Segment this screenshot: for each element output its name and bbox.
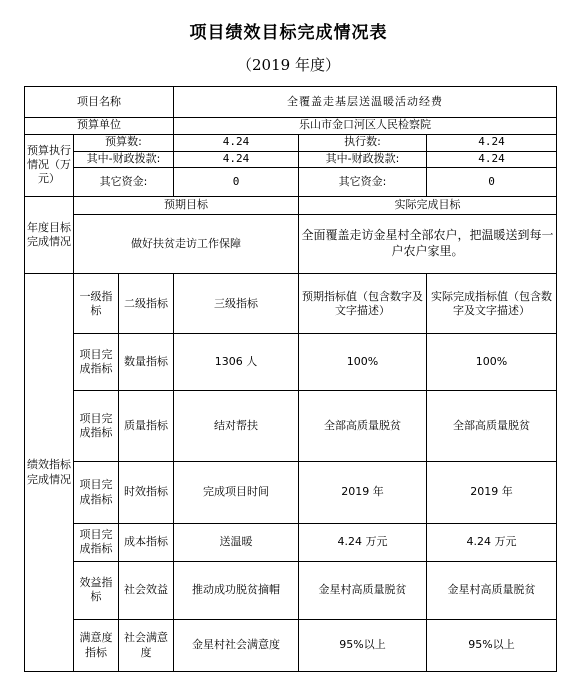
actual-goal-header: 实际完成目标 — [299, 196, 557, 214]
expected-value-cell: 全部高质量脱贫 — [299, 390, 427, 462]
level2-cell: 成本指标 — [119, 523, 174, 561]
actual-value-cell: 2019 年 — [427, 462, 557, 523]
level1-cell: 项目完成指标 — [74, 390, 119, 462]
actual-value-cell: 金星村高质量脱贫 — [427, 561, 557, 619]
level3-cell: 结对帮扶 — [174, 390, 299, 462]
table-row — [25, 390, 557, 462]
budget-unit-row — [25, 117, 557, 134]
budget-row-3 — [25, 168, 557, 197]
annual-goal-section-label: 年度目标完成情况 — [25, 196, 74, 273]
fiscal-allocation-value-budget: 4.24 — [174, 151, 299, 168]
project-name-row — [25, 87, 557, 118]
annual-goal-value-row — [25, 214, 557, 273]
indicator-section-label: 绩效指标完成情况 — [25, 274, 74, 672]
level1-cell: 满意度指标 — [74, 620, 119, 672]
fiscal-allocation-label-executed: 其中-财政拨款: — [299, 151, 427, 168]
level1-cell: 效益指标 — [74, 561, 119, 619]
table-row — [25, 334, 557, 390]
actual-value-cell: 全部高质量脱贫 — [427, 390, 557, 462]
level1-cell: 项目完成指标 — [74, 462, 119, 523]
other-funds-value-budget: 0 — [174, 168, 299, 197]
level3-cell: 送温暖 — [174, 523, 299, 561]
expected-value-header: 预期指标值（包含数字及文字描述） — [299, 274, 427, 334]
actual-value-cell: 4.24 万元 — [427, 523, 557, 561]
table-row — [25, 620, 557, 672]
fiscal-allocation-value-executed: 4.24 — [427, 151, 557, 168]
budget-unit-label: 预算单位 — [25, 117, 174, 134]
indicator-header-row — [25, 274, 557, 334]
actual-value-cell: 100% — [427, 334, 557, 390]
table-row — [25, 462, 557, 523]
level1-cell: 项目完成指标 — [74, 334, 119, 390]
level2-cell: 质量指标 — [119, 390, 174, 462]
performance-table — [24, 86, 557, 672]
project-name-value: 全覆盖走基层送温暖活动经费 — [174, 87, 557, 118]
expected-goal-value: 做好扶贫走访工作保障 — [74, 214, 299, 273]
budget-section-label: 预算执行情况（万元） — [25, 134, 74, 196]
level1-cell: 项目完成指标 — [74, 523, 119, 561]
level1-header: 一级指标 — [74, 274, 119, 334]
executed-amount-value: 4.24 — [427, 134, 557, 151]
page-subtitle: （2019 年度） — [237, 56, 340, 74]
actual-goal-value: 全面覆盖走访金星村全部农户，把温暖送到每一户农户家里。 — [299, 214, 557, 273]
fiscal-allocation-label-budget: 其中-财政拨款: — [74, 151, 174, 168]
table-row — [25, 561, 557, 619]
expected-goal-header: 预期目标 — [74, 196, 299, 214]
actual-value-cell: 95%以上 — [427, 620, 557, 672]
level2-header: 二级指标 — [119, 274, 174, 334]
level3-cell: 推动成功脱贫摘帽 — [174, 561, 299, 619]
level2-cell: 社会效益 — [119, 561, 174, 619]
table-row — [25, 523, 557, 561]
expected-value-cell: 2019 年 — [299, 462, 427, 523]
other-funds-label-budget: 其它资金: — [74, 168, 174, 197]
actual-value-header: 实际完成指标值（包含数字及文字描述） — [427, 274, 557, 334]
executed-amount-label: 执行数: — [299, 134, 427, 151]
level3-cell: 1306 人 — [174, 334, 299, 390]
page-title: 项目绩效目标完成情况表 — [189, 23, 388, 43]
budget-amount-value: 4.24 — [174, 134, 299, 151]
budget-amount-label: 预算数: — [74, 134, 174, 151]
level3-header: 三级指标 — [174, 274, 299, 334]
expected-value-cell: 100% — [299, 334, 427, 390]
budget-row-2 — [25, 151, 557, 168]
level3-cell: 金星村社会满意度 — [174, 620, 299, 672]
other-funds-label-executed: 其它资金: — [299, 168, 427, 197]
other-funds-value-executed: 0 — [427, 168, 557, 197]
expected-value-cell: 4.24 万元 — [299, 523, 427, 561]
budget-unit-value: 乐山市金口河区人民检察院 — [174, 117, 557, 134]
budget-row-1 — [25, 134, 557, 151]
expected-value-cell: 95%以上 — [299, 620, 427, 672]
expected-value-cell: 金星村高质量脱贫 — [299, 561, 427, 619]
level2-cell: 社会满意度 — [119, 620, 174, 672]
level3-cell: 完成项目时间 — [174, 462, 299, 523]
level2-cell: 数量指标 — [119, 334, 174, 390]
project-name-label: 项目名称 — [25, 87, 174, 118]
level2-cell: 时效指标 — [119, 462, 174, 523]
annual-goal-header-row — [25, 196, 557, 214]
